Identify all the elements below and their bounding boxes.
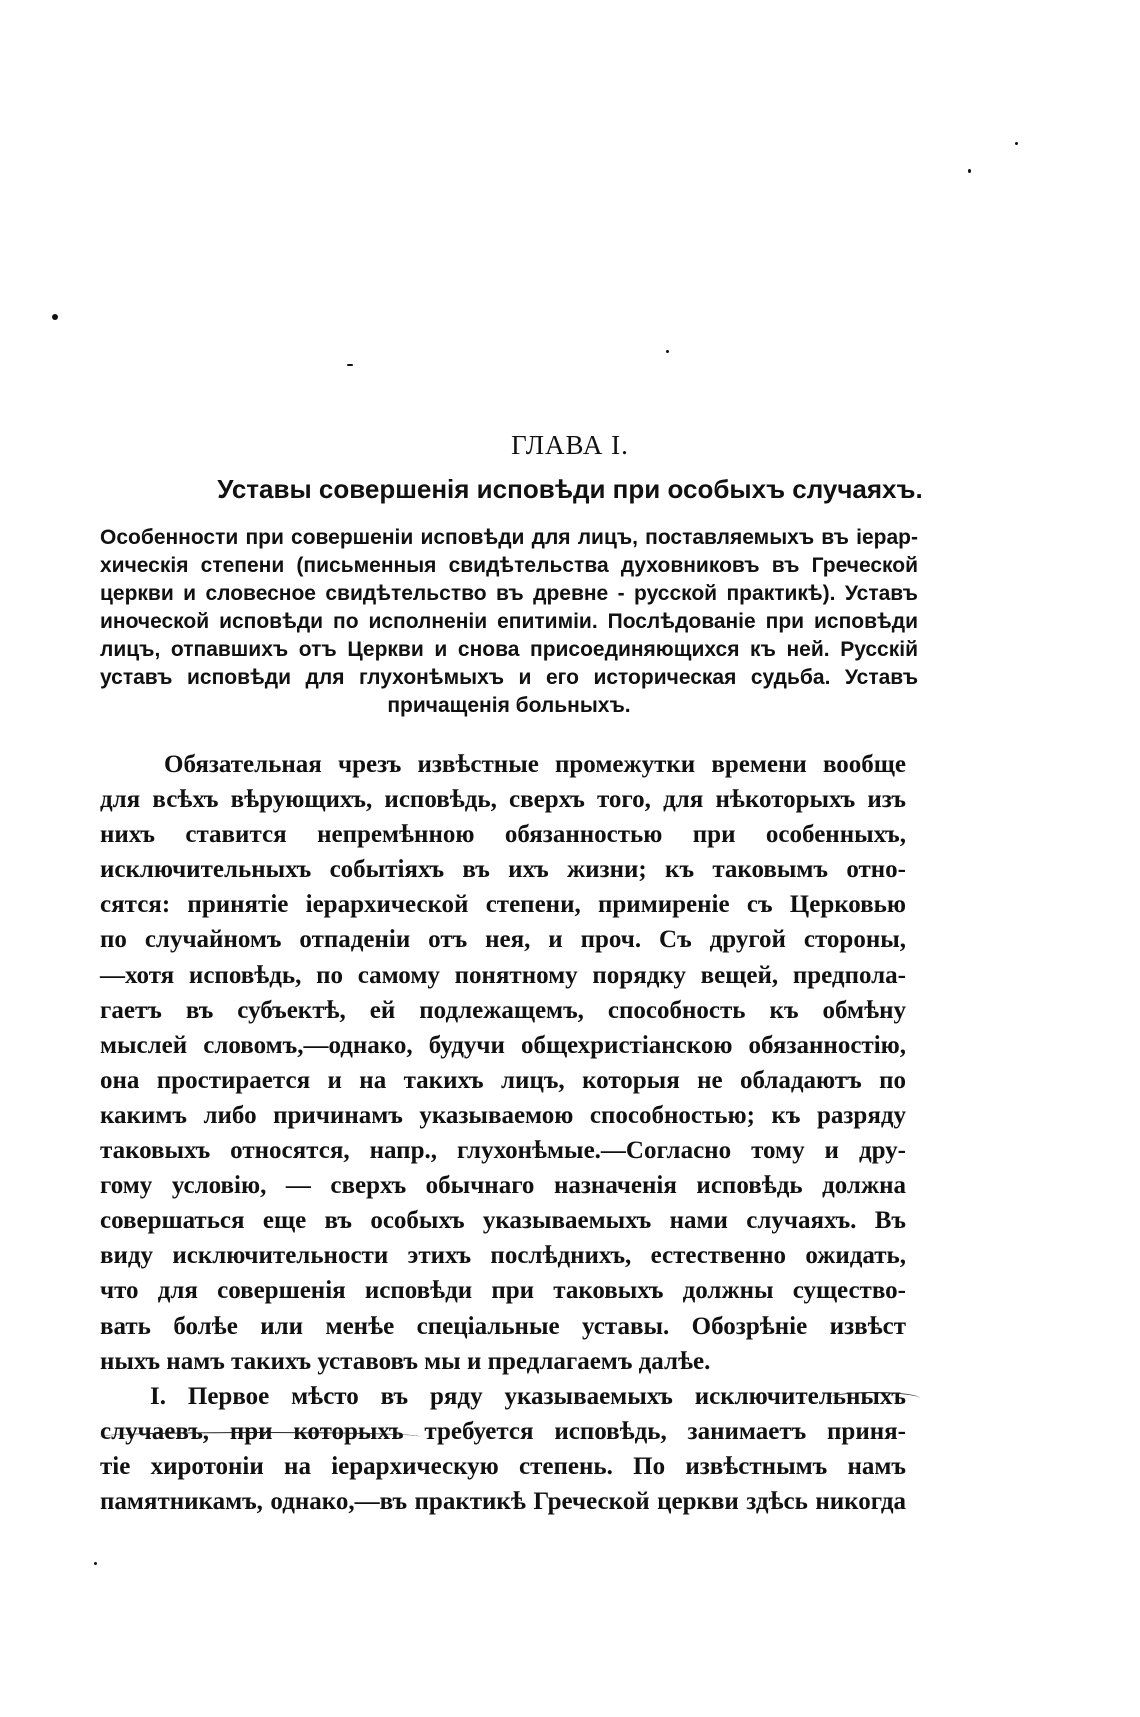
ink-speck [347, 364, 353, 366]
body-line: сятся: принятіе іерархической степени, примиреніе съ Церковью [100, 891, 906, 919]
body-line: исключительныхъ событіяхъ въ ихъ жизни; къ таковымъ отно- [100, 856, 906, 884]
body-line: таковыхъ относятся, напр., глухонѣмые.—Согласно тому и дру- [100, 1137, 906, 1165]
synopsis-line: хическія степени (письменныя свидѣтельства духовниковъ въ Греческой [100, 554, 918, 577]
body-line: случаевъ, при которыхъ требуется исповѣдь, занимаетъ приня- [100, 1417, 906, 1445]
body-line [100, 747, 906, 782]
pencil-underline-mark [100, 1432, 420, 1441]
body-line [100, 1379, 906, 1414]
body-line: мыслей словомъ,—однако, будучи общехристіанскою обязанностію, [100, 1031, 906, 1059]
synopsis-line: Особенности при совершеніи исповѣди для лицъ, поставляемыхъ въ іерар- [100, 526, 918, 549]
body-line: совершаться еще въ особыхъ указываемыхъ нами случаяхъ. Въ [100, 1207, 906, 1235]
body-line: виду исключительности этихъ послѣднихъ, естественно ожидать, [100, 1242, 906, 1270]
body-line: вать болѣе или менѣе спеціальные уставы. Обозрѣніе извѣст [100, 1312, 906, 1340]
body-line: памятникамъ, однако,—въ практикѣ Греческой церкви здѣсь никогда [100, 1487, 906, 1515]
body-line-text: Обязательная чрезъ извѣстные промежутки времени вообще [164, 751, 906, 778]
ink-speck [968, 169, 971, 173]
synopsis-line: лицъ, отпавшихъ отъ Церкви и снова присоединяющихся къ ней. Русскій [100, 638, 918, 661]
synopsis-line: иноческой исповѣди по исполненіи епитиміи. Послѣдованіе при исповѣди [100, 610, 918, 633]
body-line: тіе хиротоніи на іерархическую степень. По извѣстнымъ намъ [100, 1452, 906, 1480]
body-text [100, 747, 906, 1519]
ink-speck [666, 350, 669, 353]
body-line: —хотя исповѣдь, по самому понятному порядку вещей, предпола- [100, 961, 906, 989]
pencil-underline-mark [828, 1392, 920, 1405]
body-line: ныхъ намъ такихъ уставовъ мы и предлагаемъ далѣе. [100, 1347, 711, 1375]
chapter-label: ГЛАВА I. [511, 430, 629, 460]
body-line: какимъ либо причинамъ указываемою способностью; къ разряду [100, 1101, 906, 1129]
ink-speck [94, 1562, 97, 1565]
body-line: нихъ ставится непремѣнною обязанностью при особенныхъ, [100, 821, 906, 849]
synopsis-line: причащенія больныхъ. [387, 694, 631, 717]
body-line: гаетъ въ субъектѣ, ей подлежащемъ, способность къ обмѣну [100, 996, 906, 1024]
body-line-text: I. Первое мѣсто въ ряду указываемыхъ исключительныхъ [150, 1382, 906, 1410]
body-line: по случайномъ отпаденіи отъ нея, и проч. Съ другой стороны, [100, 926, 906, 954]
chapter-synopsis [100, 524, 918, 720]
body-line: что для совершенія исповѣди при таковыхъ должны существо- [100, 1277, 906, 1305]
body-line: гому условію, — сверхъ обычнаго назначенія исповѣдь должна [100, 1172, 906, 1200]
synopsis-line: уставъ исповѣди для глухонѣмыхъ и его историческая судьба. Уставъ [100, 666, 918, 689]
body-line: она простирается и на такихъ лицъ, которыя не обладаютъ по [100, 1066, 906, 1094]
ink-speck [52, 314, 58, 320]
ink-speck [1015, 142, 1018, 145]
synopsis-line: церкви и словесное свидѣтельство въ древне - русской практикѣ). Уставъ [100, 582, 918, 605]
body-line: для всѣхъ вѣрующихъ, исповѣдь, сверхъ того, для нѣкоторыхъ изъ [100, 786, 906, 814]
chapter-title: Уставы совершенія исповѣди при особыхъ случаяхъ. [217, 474, 923, 504]
